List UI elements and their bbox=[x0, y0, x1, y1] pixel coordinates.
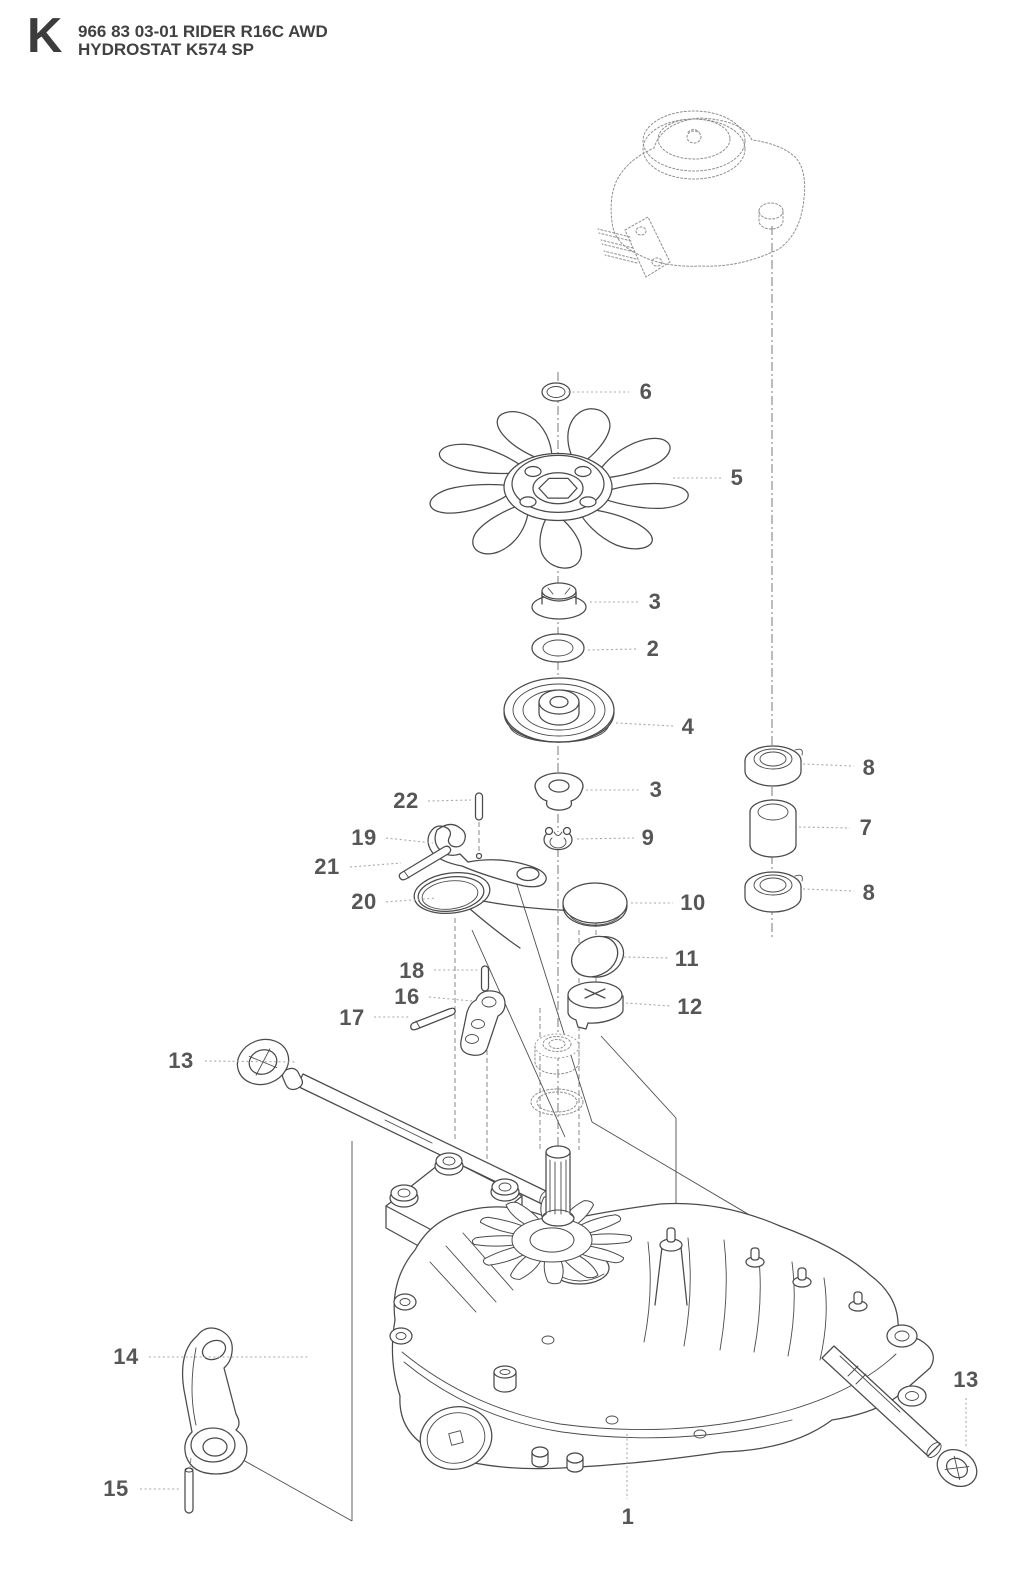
bushing-8-lower bbox=[745, 872, 802, 912]
pulley-4 bbox=[504, 678, 614, 742]
torsion-spring-20 bbox=[412, 869, 585, 948]
part-label-13: 13 bbox=[953, 1367, 979, 1392]
part-label-4: 4 bbox=[681, 714, 695, 739]
part-label-20: 20 bbox=[351, 889, 377, 914]
reservoir-tank bbox=[598, 111, 805, 277]
part-label-3: 3 bbox=[648, 589, 662, 614]
part-label-18: 18 bbox=[399, 958, 425, 983]
pin-22 bbox=[476, 793, 483, 820]
leader-line-22 bbox=[428, 800, 471, 801]
part-label-21: 21 bbox=[314, 854, 340, 879]
cap-10 bbox=[563, 883, 627, 926]
bushing-8-upper bbox=[745, 746, 802, 786]
part-label-1: 1 bbox=[621, 1504, 635, 1529]
lever-arm-14 bbox=[183, 1328, 247, 1474]
leader-line-8 bbox=[803, 764, 854, 766]
leader-line-19 bbox=[386, 838, 433, 843]
leader-line-8 bbox=[803, 889, 854, 891]
part-label-16: 16 bbox=[394, 984, 420, 1009]
part-label-3: 3 bbox=[649, 777, 663, 802]
seal-13-right bbox=[930, 1442, 984, 1494]
leader-line-9 bbox=[577, 838, 634, 839]
part-label-17: 17 bbox=[339, 1005, 365, 1030]
washer-2 bbox=[532, 634, 584, 662]
part-label-6: 6 bbox=[639, 379, 653, 404]
flange-nut-3 bbox=[532, 583, 586, 619]
input-shaft bbox=[542, 1146, 574, 1226]
leader-line-21 bbox=[350, 863, 401, 867]
pin-18 bbox=[482, 966, 489, 991]
pin-17 bbox=[411, 1008, 455, 1030]
part-label-8: 8 bbox=[862, 755, 876, 780]
part-label-15: 15 bbox=[103, 1476, 129, 1501]
leader-line-20 bbox=[386, 898, 436, 902]
part-label-8: 8 bbox=[862, 880, 876, 905]
leader-line-4 bbox=[616, 723, 673, 726]
disc-11 bbox=[565, 926, 631, 987]
part-label-2: 2 bbox=[646, 636, 660, 661]
ghost-bushing bbox=[535, 1034, 579, 1074]
drawing-title-line1: 966 83 03-01 RIDER R16C AWD bbox=[78, 22, 328, 41]
part-label-5: 5 bbox=[730, 465, 744, 490]
collar-3 bbox=[535, 773, 583, 810]
sleeve-7 bbox=[750, 800, 796, 857]
ghost-o-ring bbox=[531, 1089, 583, 1115]
part-label-22: 22 bbox=[393, 788, 419, 813]
leader-line-12 bbox=[626, 1003, 670, 1006]
drawing-title-line2: HYDROSTAT K574 SP bbox=[78, 40, 255, 59]
leader-line-11 bbox=[624, 957, 668, 958]
part-label-19: 19 bbox=[351, 825, 377, 850]
transaxle-housing-1 bbox=[390, 1203, 933, 1476]
retaining-ring-6 bbox=[542, 383, 570, 401]
part-label-14: 14 bbox=[113, 1344, 139, 1369]
part-label-12: 12 bbox=[677, 994, 703, 1019]
leader-line-16 bbox=[429, 997, 472, 1001]
center-lines bbox=[455, 226, 772, 1232]
part-label-7: 7 bbox=[859, 815, 873, 840]
e-clip-9 bbox=[544, 828, 572, 850]
leader-line-7 bbox=[799, 827, 850, 828]
section-letter: K bbox=[27, 9, 63, 63]
leader-line-2 bbox=[588, 649, 638, 650]
part-label-10: 10 bbox=[680, 890, 706, 915]
fan-5 bbox=[428, 406, 692, 569]
insert-12 bbox=[568, 982, 623, 1029]
part-label-11: 11 bbox=[674, 946, 700, 971]
part-label-13: 13 bbox=[168, 1048, 194, 1073]
part-label-9: 9 bbox=[641, 825, 655, 850]
